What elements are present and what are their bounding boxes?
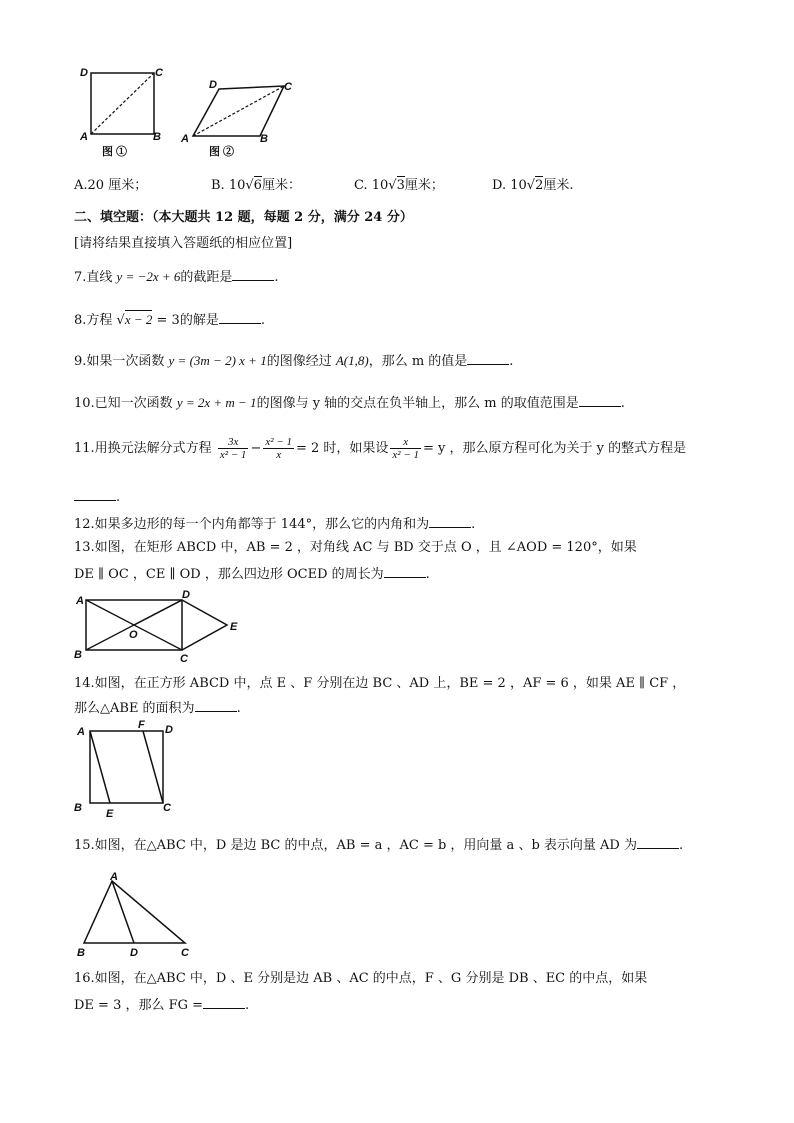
fig14-label-e: E: [106, 808, 114, 820]
fig15-label-d: D: [130, 947, 138, 959]
question-13-line2: DE ∥ OC ，CE ∥ OD ，那么四边形 OCED 的周长为 .: [74, 567, 430, 582]
option-b: B. 10√6厘米：: [211, 178, 301, 193]
figure-1-square: [79, 67, 164, 158]
answer-blank: [219, 311, 261, 324]
fig2-label-c: C: [284, 81, 292, 93]
figure-14: [72, 717, 192, 823]
question-9: 9.如果一次函数 y = (3m − 2) x + 1的图像经过 A(1,8)，那么 m 的值是 .: [74, 353, 514, 369]
fig1-label-b: B: [153, 131, 161, 143]
fig2-label-b: B: [260, 133, 268, 145]
answer-blank: [384, 565, 426, 578]
question-15: 15.如图，在△ABC 中，D 是边 BC 的中点，AB = a ，AC = b ，用向量 a 、b 表示向量 AD 为 .: [74, 838, 684, 853]
answer-blank: [74, 488, 116, 501]
question-16-line2: DE = 3 ，那么 FG = .: [74, 998, 250, 1013]
option-c: C. 10√3厘米；: [354, 178, 444, 193]
question-13-line1: 13.如图，在矩形 ABCD 中，AB = 2 ，对角线 AC 与 BD 交于点 O ，且 ∠AOD = 120°，如果: [74, 540, 637, 555]
fig13-label-b: B: [74, 649, 82, 661]
fig1-label-a: A: [80, 131, 88, 143]
fig15-label-a: A: [110, 871, 118, 883]
section-instruction: [请将结果直接填入答题纸的相应位置]: [74, 236, 293, 251]
question-16-line1: 16.如图，在△ABC 中，D 、E 分别是边 AB 、AC 的中点，F 、G 分别是 DB 、EC 的中点，如果: [74, 971, 648, 986]
fig14-label-a: A: [77, 726, 85, 738]
figure-15: [72, 870, 202, 960]
answer-blank: [203, 996, 245, 1009]
answer-blank: [195, 699, 237, 712]
fig2-label-d: D: [209, 79, 217, 91]
answer-blank: [467, 352, 509, 365]
figure-13: [72, 588, 252, 668]
answer-blank: [232, 268, 274, 281]
fig2-caption: 图 ②: [209, 146, 235, 158]
fig14-label-d: D: [165, 724, 173, 736]
section-title: 二、填空题：（本大题共 12 题，每题 2 分，满分 24 分）: [74, 210, 413, 225]
question-8: 8.方程 √x − 2 = 3的解是 .: [74, 312, 265, 328]
fig1-label-d: D: [80, 67, 88, 79]
fig13-label-a: A: [76, 595, 84, 607]
fig15-label-b: B: [77, 947, 85, 959]
fig1-caption: 图 ①: [102, 146, 128, 158]
question-7: 7.直线 y = −2x + 6的截距是 .: [74, 269, 279, 285]
question-12: 12.如果多边形的每一个内角都等于 144°，那么它的内角和为 .: [74, 517, 476, 532]
question-11: 11.用换元法解分式方程 $\frac{3x}{\text{x² − 1}}$ − $\frac{\text{x² − 1}}{x}$ = 2 时，如果设 $\frac{x}{\text{x² − 1}}$ = y ，那么原方程可化为关于 y 的整式方程是: [74, 436, 687, 461]
answer-blank: [579, 394, 621, 407]
fig13-label-c: C: [180, 653, 188, 665]
figure-2-rhombus: [180, 79, 293, 158]
question-14-line1: 14.如图，在正方形 ABCD 中，点 E 、F 分别在边 BC 、AD 上，BE = 2 ，AF = 6 ，如果 AE ∥ CF ，: [74, 676, 686, 691]
option-d: D. 10√2厘米.: [492, 178, 574, 193]
fig14-label-b: B: [74, 802, 82, 814]
question-11-answer: .: [74, 488, 120, 507]
q6-options: [74, 177, 574, 195]
answer-blank: [637, 836, 679, 849]
fig14-label-f: F: [138, 719, 145, 731]
top-figures: [74, 64, 314, 164]
fig13-label-e: E: [230, 621, 238, 633]
question-10: 10.已知一次函数 y = 2x + m − 1的图像与 y 轴的交点在负半轴上，那么 m 的取值范围是 .: [74, 395, 625, 411]
fig13-label-o: O: [129, 629, 138, 641]
fig2-label-a: A: [181, 133, 189, 145]
fig15-label-c: C: [181, 947, 189, 959]
question-14-line2: 那么△ABE 的面积为 .: [74, 701, 241, 716]
fig1-label-c: C: [155, 67, 163, 79]
fig13-label-d: D: [182, 589, 190, 601]
fig14-label-c: C: [163, 802, 171, 814]
answer-blank: [429, 515, 471, 528]
option-a: A.20 厘米；: [74, 178, 148, 193]
